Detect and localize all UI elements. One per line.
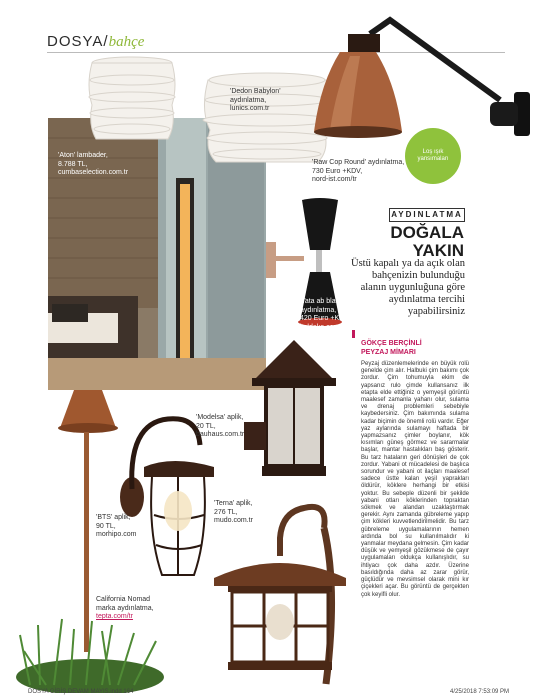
- caption-modelsa-line: 'Modelsa' aplik,: [196, 414, 244, 421]
- caption-raw-cop: [312, 159, 404, 185]
- caption-bts-line: 'BTS' aplik,: [96, 514, 131, 521]
- caption-dedon-line: aydınlatma,: [230, 96, 267, 104]
- headline-line: YAKIN: [412, 241, 464, 260]
- caption-california-line: California Nomad: [96, 596, 151, 603]
- author-marker: [352, 330, 355, 338]
- caption-bts-line: 90 TL,: [96, 522, 116, 530]
- caption-tata-line: italdeko.com: [300, 323, 340, 331]
- article-body: Peyzaj düzenlemelerinde en büyük rolü genelde çim alır. Halbuki çim bakımı çok zordur. Çim tohumuyla ekim de yapsanız rulo çimde kullansanız ilk etapta elde ettiğiniz o yemyeşil görüntü maalesef zamanla yahanı olur, sulama ve drenaj problemleri sebebiyle kaybedersiniz. Çim bakımında sulama kadar biçimin de önemli rolü vardır. Eğer yaz aylarında sulamayı haftada bir yapmazsanız çimler boylanır, kök kısımları güneş görmez ve sararmalar başlar, mantar hastalıkları baş gösterir. Bu tarz hataların geri dönüşleri de çok zordur. Yabani ot mücadelesi de başlıca sorundur ve yabani ot ilaçları maalesef sadece üstte kalan yeşil yaprakları öldürür, köklere herhangi bir etkisi yoktur. Bu sebeple düzenli bir şekilde yabani otları köklerinden topraktan sökmek ve alandan uzaklaştırmak gerekir. Aynı zamanda gübreleme yapıp çim kökleri kuvvetlendirilmelidir. Bu tarz gübreleme uygulamalarının hemen ardında bol su kullanılmalıdır ki yanmalar meydana gelmesin. Çim kadar düşük ve yemyeşil gözükmese de çayır uygulamaları oldukça kullanışlıdır, su ihtiyacı çok daha azdır. Üzerine basıldığında daha az zarar görür, güçlüdür ve mevsimsel olarak mini kır çiçekleri açar. Bu görüntü de gerçekten çok keyifli olur.: [361, 361, 469, 598]
- terna-lantern-image: [208, 498, 360, 688]
- section-subtitle: bahçe: [108, 34, 145, 50]
- article-deck: Üstü kapalı ya da açık olan bahçenizin bulunduğu alanın uygunluğuna göre aydınlatma tercihi yapabilirsiniz: [350, 258, 465, 317]
- author-role: PEYZAJ MİMARI: [361, 348, 416, 356]
- caption-tata-line: 'Tata ab black': [300, 298, 344, 305]
- bubble-line: Loş ışık: [422, 149, 444, 155]
- grass-image: [10, 615, 170, 693]
- author-block: [361, 340, 471, 357]
- author-name: GÖKÇE BERÇİNLİ: [361, 340, 422, 347]
- section-header: [47, 33, 144, 51]
- caption-terna-line: 276 TL,: [214, 508, 238, 516]
- caption-terna-line: 'Terna' aplik,: [214, 500, 253, 507]
- caption-dedon: [230, 88, 281, 114]
- caption-california-line: marka aydınlatma,: [96, 604, 154, 612]
- caption-california-link[interactable]: tepta.com/tr: [96, 613, 133, 620]
- pull-quote-bubble: [405, 128, 461, 184]
- caption-bts: [96, 514, 136, 540]
- bubble-line: yansımaları: [417, 156, 449, 162]
- caption-terna: [214, 500, 253, 526]
- article-headline: [360, 224, 464, 260]
- caption-tata-line: aydınlatma,: [300, 306, 337, 314]
- caption-terna-line: mudo.com.tr: [214, 517, 253, 524]
- caption-modelsa-line: bauhaus.com.tr: [196, 431, 245, 438]
- caption-raw-cop-line: 730 Euro +KDV,: [312, 167, 363, 175]
- caption-dedon-line: 'Dedon Babylon': [230, 88, 281, 95]
- section-title: DOSYA/: [47, 33, 109, 50]
- headline-line: DOĞALA: [390, 223, 464, 242]
- caption-tata-line: 420 Euro +KDV,: [300, 315, 351, 322]
- caption-aton-line: 'Aton' lambader,: [58, 152, 108, 159]
- caption-california: [96, 596, 154, 622]
- dedon-lamp-image: [86, 55, 178, 145]
- caption-aton: [58, 152, 128, 178]
- caption-aton-line: 8.788 TL,: [58, 160, 88, 168]
- modelsa-lantern-image: [244, 336, 344, 492]
- caption-modelsa-line: 20 TL,: [196, 422, 216, 430]
- print-footer-right: 4/25/2018 7:53:09 PM: [450, 689, 510, 695]
- caption-dedon-line: lunics.com.tr: [230, 105, 270, 112]
- article-kicker: AYDINLATMA: [389, 208, 465, 222]
- caption-bts-line: morhipo.com: [96, 531, 137, 538]
- caption-raw-cop-line: nord-ist.com/tr: [312, 176, 357, 183]
- caption-raw-cop-line: 'Raw Cop Round' aydınlatma,: [312, 159, 405, 166]
- caption-tata: [300, 298, 350, 332]
- caption-modelsa: [196, 414, 244, 440]
- caption-aton-line: cumbaselection.com.tr: [58, 169, 129, 176]
- print-footer-left: DOSYA GİRİŞ DEVAM MAYIS.indd 164: [28, 689, 134, 695]
